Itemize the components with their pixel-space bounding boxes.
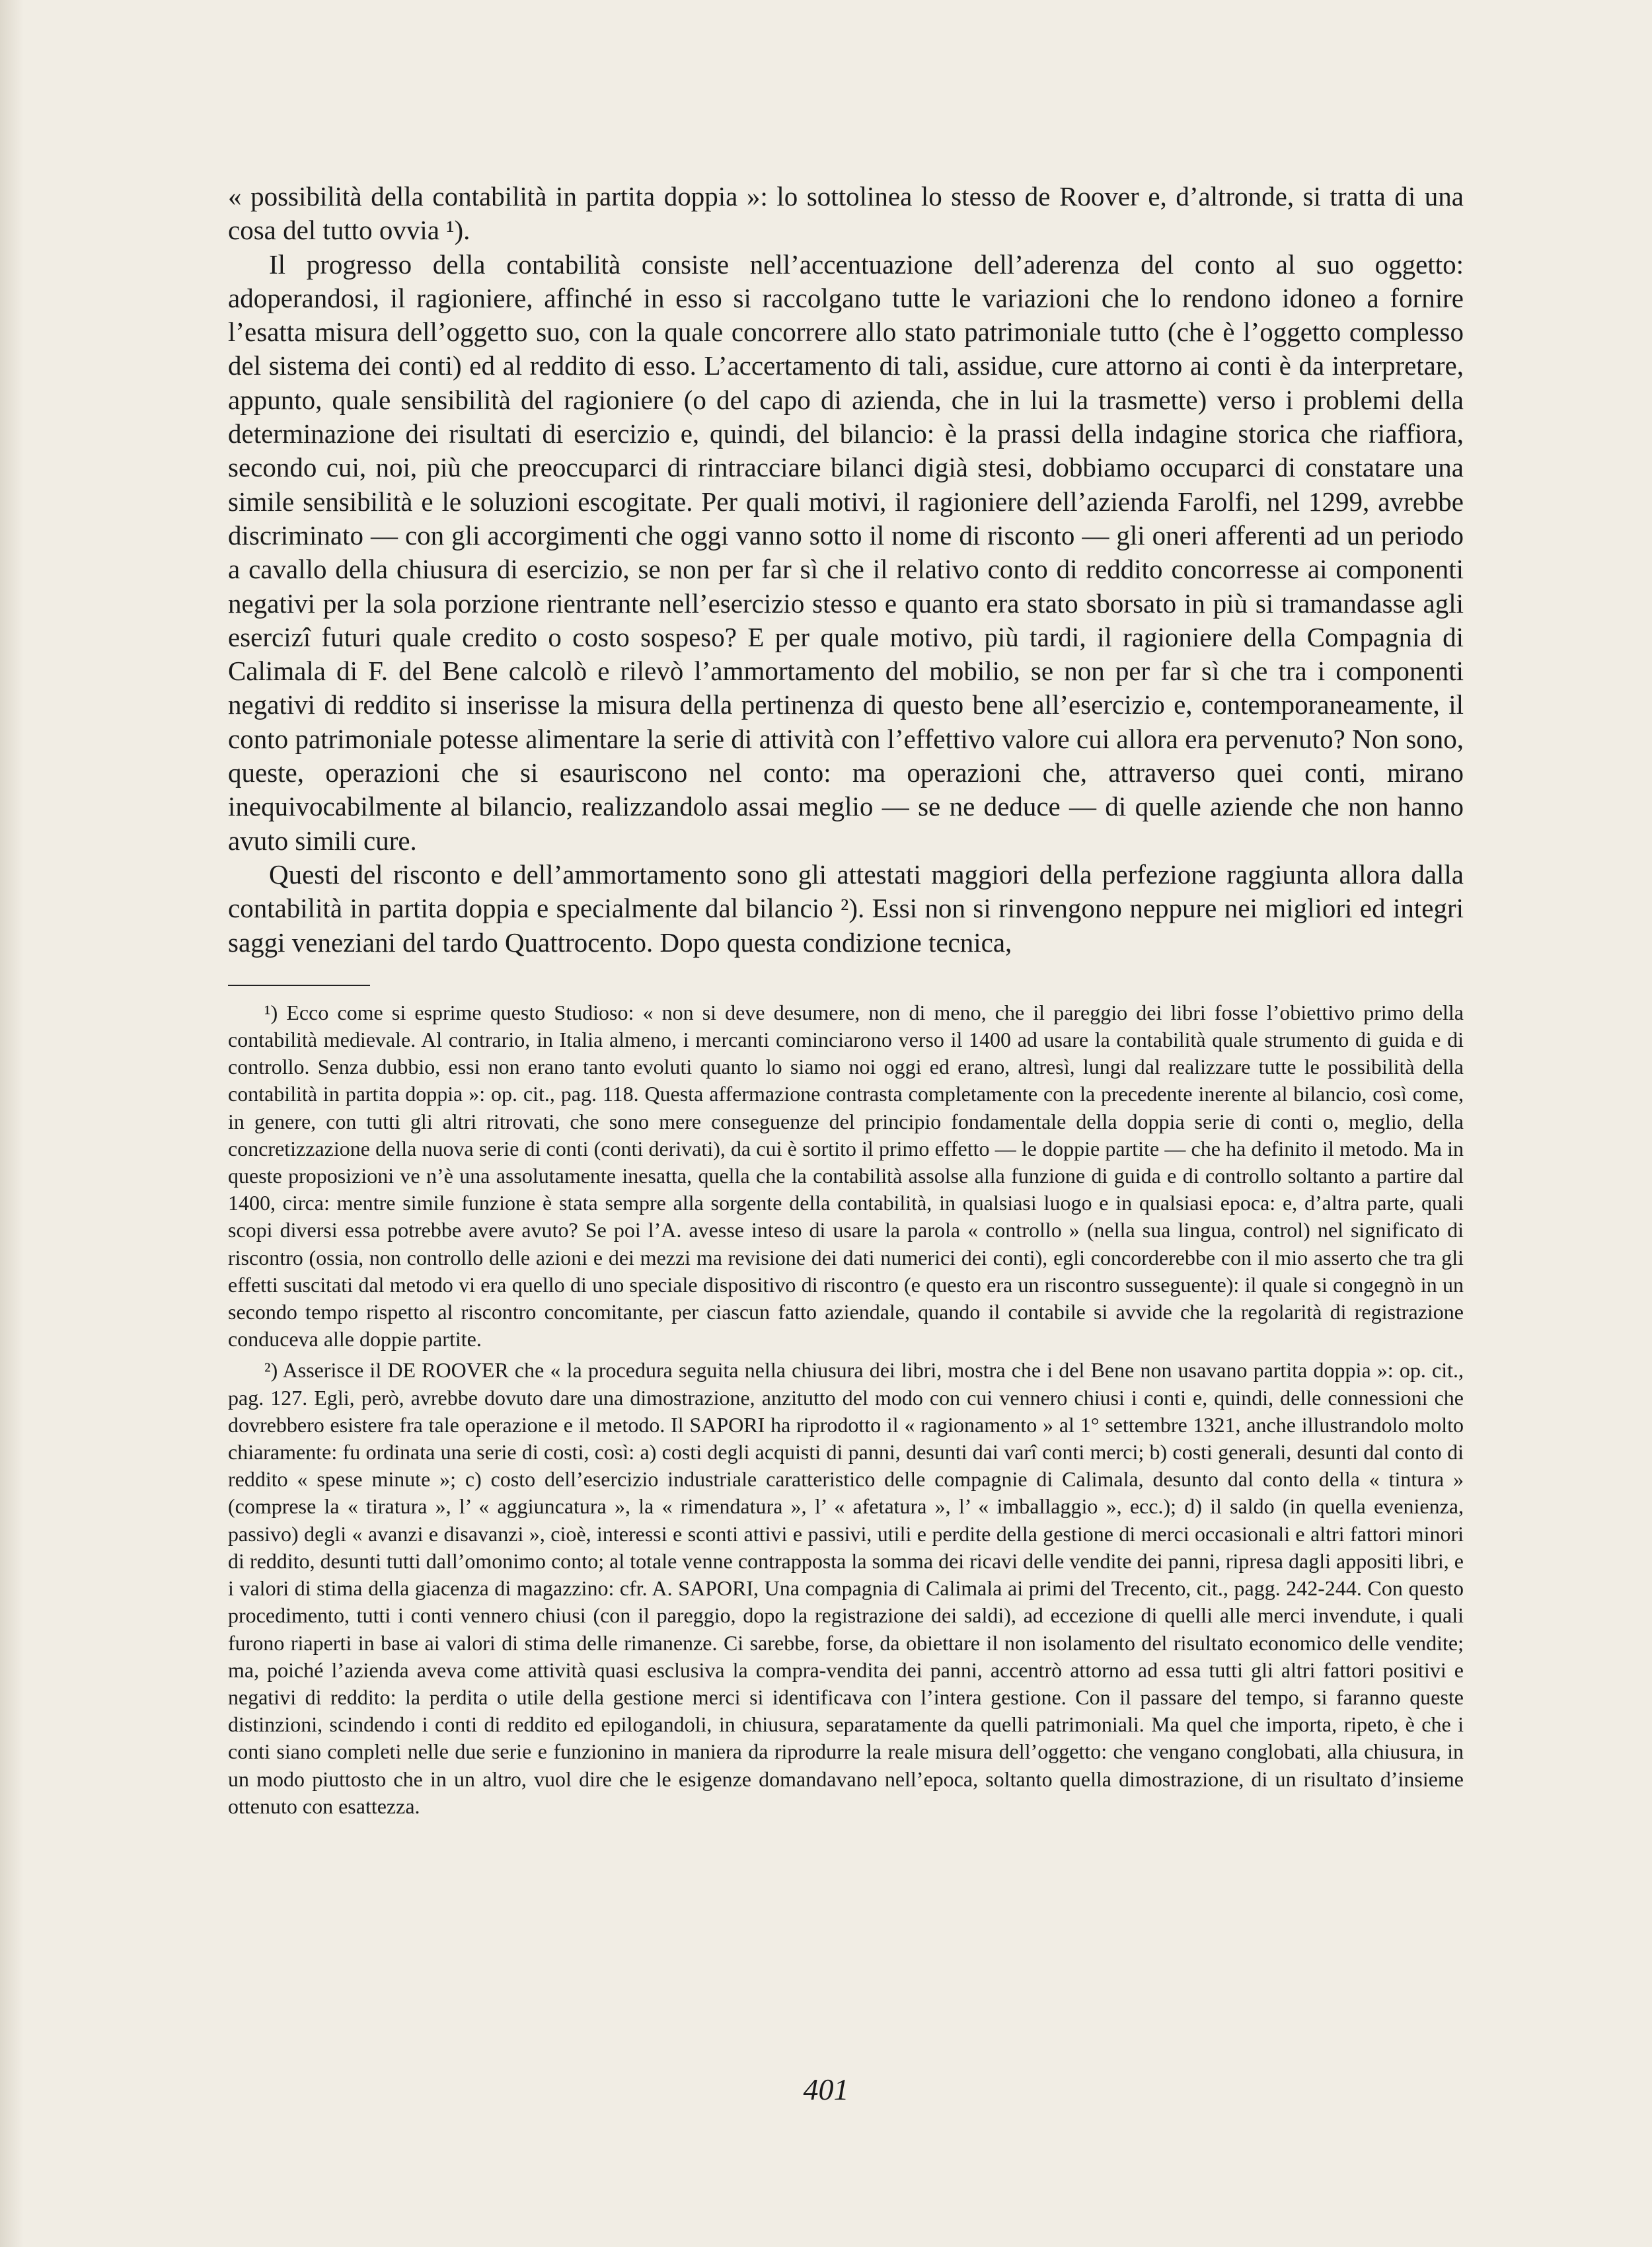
body-paragraph-1: « possibilità della contabilità in partita doppia »: lo sottolinea lo stesso de Roover e, d’altronde, si tratta di una cosa del tutto ovvia ¹). xyxy=(228,181,1464,246)
page-number: 401 xyxy=(803,2073,849,2106)
footnote-2: ²) Asserisce il DE ROOVER che « la procedura seguita nella chiusura dei libri, mostra che i del Bene non usavano partita doppia »: op. cit., pag. 127. Egli, però, avrebbe dovuto dare una dimostrazione, anzitutto del modo con cui vennero chiusi i conti e, quindi, delle connessioni che dovrebbero esistere fra tale operazione e il metodo. Il SAPORI ha riprodotto il « ragionamento » al 1° settembre 1321, anche illustrandolo molto chiaramente: fu ordinata una serie di costi, così: a) costi degli acquisti di panni, desunti dai varî conti merci; b) costi generali, desunti dal conto di reddito « spese minute »; c) costo dell’esercizio industriale caratteristico delle compagnie di Calimala, desunto dal conto della « tintura » (comprese la « tiratura », l’ « aggiuncatura », la « rimendatura », l’ « afetatura », l’ « imballaggio », ecc.); d) il saldo (in quella evenienza, passivo) degli « avanzi e disavanzi », cioè, interessi e sconti attivi e passivi, utili e perdite della gestione di merci occasionali e altri fattori minori di reddito, desunti tutti dall’omonimo conto; al totale venne contrapposta la somma dei ricavi delle vendite dei panni, ripresa dagli appositi libri, e i valori di stima della giacenza di magazzino: cfr. A. SAPORI, Una compagnia di Calimala ai primi del Trecento, cit., pagg. 242-244. Con questo procedimento, tutti i conti vennero chiusi (con il pareggio, dopo la registrazione dei saldi), ad eccezione di quelli alle merci invendute, i quali furono riaperti in base ai valori di stima delle rimanenze. Ci sarebbe, forse, da obiettare il non isolamento del risultato economico delle vendite; ma, poiché l’azienda aveva come attività quasi esclusiva la compra-vendita dei panni, accentrò attorno ad essa tutti gli altri fattori positivi e negativi di reddito: la perdita o utile della gestione merci si identificava con l’intera gestione. Con il passare del tempo, si faranno queste distinzioni, scindendo i conti di reddito ed epilogandoli, in chiusura, separatamente da quelli patrimoniali. Ma quel che importa, ripeto, è che i conti siano completi nelle due serie e funzionino in maniera da riprodurre la reale misura dell’oggetto: che vengano conglobati, alla chiusura, in un modo piuttosto che in un altro, vuol dire che le esigenze domandavano nell’epoca, soltanto quella dimostrazione, di un risultato d’insieme ottenuto con esattezza. xyxy=(228,1358,1464,1818)
page-gutter-shadow xyxy=(0,0,24,2247)
body-paragraph-2: Il progresso della contabilità consiste nell’accentuazione dell’aderenza del conto al suo oggetto: adoperandosi, il ragioniere, affinché in esso si raccolgano tutte le variazioni che lo rendono idoneo a fornire l’esatta misura dell’oggetto suo, con la quale concorrere allo stato patrimoniale tutto (che è l’oggetto complesso del sistema dei conti) ed al reddito di esso. L’accertamento di tali, assidue, cure attorno ai conti è da interpretare, appunto, quale sensibilità del ragioniere (o del capo di azienda, che in lui la trasmette) verso i problemi della determinazione dei risultati di esercizio e, quindi, del bilancio: è la prassi della indagine storica che riaffiora, secondo cui, noi, più che preoccuparci di rintracciare bilanci digià stesi, dobbiamo occuparci di constatare una simile sensibilità e le soluzioni escogitate. Per quali motivi, il ragioniere dell’azienda Farolfi, nel 1299, avrebbe discriminato — con gli accorgimenti che oggi vanno sotto il nome di risconto — gli oneri afferenti ad un periodo a cavallo della chiusura di esercizio, se non per far sì che il relativo conto di reddito concorresse ai componenti negativi per la sola porzione rientrante nell’esercizio stesso e quanto era stato sborsato in più si tramandasse agli esercizî futuri quale credito o costo sospeso? E per quale motivo, più tardi, il ragioniere della Compagnia di Calimala di F. del Bene calcolò e rilevò l’ammortamento del mobilio, se non per far sì che tra i componenti negativi di reddito si inserisse la misura della pertinenza di questo bene all’esercizio e, contemporaneamente, il conto patrimoniale potesse alimentare la serie di attività con l’effettivo valore cui allora era pervenuto? Non sono, queste, operazioni che si esauriscono nel conto: ma operazioni che, attraverso quei conti, mirano inequivocabilmente al bilancio, realizzandolo assai meglio — se ne deduce — di quelle aziende che non hanno avuto simili cure. xyxy=(228,248,1464,856)
body-paragraph-3: Questi del risconto e dell’ammortamento sono gli attestati maggiori della perfezione raggiunta allora dalla contabilità in partita doppia e specialmente dal bilancio ²). Essi non si rinvengono neppure nei migliori ed integri saggi veneziani del tardo Quattrocento. Dopo questa condizione tecnica, xyxy=(228,858,1464,958)
footnote-1: ¹) Ecco come si esprime questo Studioso: « non si deve desumere, non di meno, che il pareggio dei libri fosse l’obiettivo primo della contabilità medievale. Al contrario, in Italia almeno, i mercanti cominciarono verso il 1400 ad usare la contabilità quale strumento di guida e di controllo. Senza dubbio, essi non erano tanto evoluti quanto lo siamo noi oggi ed erano, altresì, lungi dal realizzare tutte le possibilità della contabilità in partita doppia »: op. cit., pag. 118. Questa affermazione contrasta completamente con la precedente inerente al bilancio, così come, in genere, con tutti gli altri ritrovati, che sono mere conseguenze del principio fondamentale della doppia serie di conti o, meglio, della concretizzazione della nuova serie di conti (conti derivati), da cui è sortito il primo effetto — le doppie partite — che ha definito il metodo. Ma in queste proposizioni ve n’è una assolutamente inesatta, quella che la contabilità assolse alla funzione di guida e di controllo soltanto a partire dal 1400, circa: mentre simile funzione è stata sempre alla sorgente della contabilità, in qualsiasi luogo e in qualsiasi epoca: e, d’altra parte, quali scopi diversi essa potrebbe avere avuto? Se poi l’A. avesse inteso di usare la parola « controllo » (nella sua lingua, control) nel significato di riscontro (ossia, non controllo delle azioni e dei mezzi ma revisione dei dati numerici dei conti), egli concorderebbe con il mio asserto che tra gli effetti suscitati dal metodo vi era quello di uno speciale dispositivo di riscontro (e questo era un riscontro susseguente): il quale si congegnò in un secondo tempo rispetto al riscontro concomitante, per ciascun fatto aziendale, quando il contabile si avvide che la regolarità di registrazione conduceva alle doppie partite. xyxy=(228,1000,1464,1352)
main-text-block xyxy=(228,180,1464,1824)
footnote-separator xyxy=(228,985,370,986)
